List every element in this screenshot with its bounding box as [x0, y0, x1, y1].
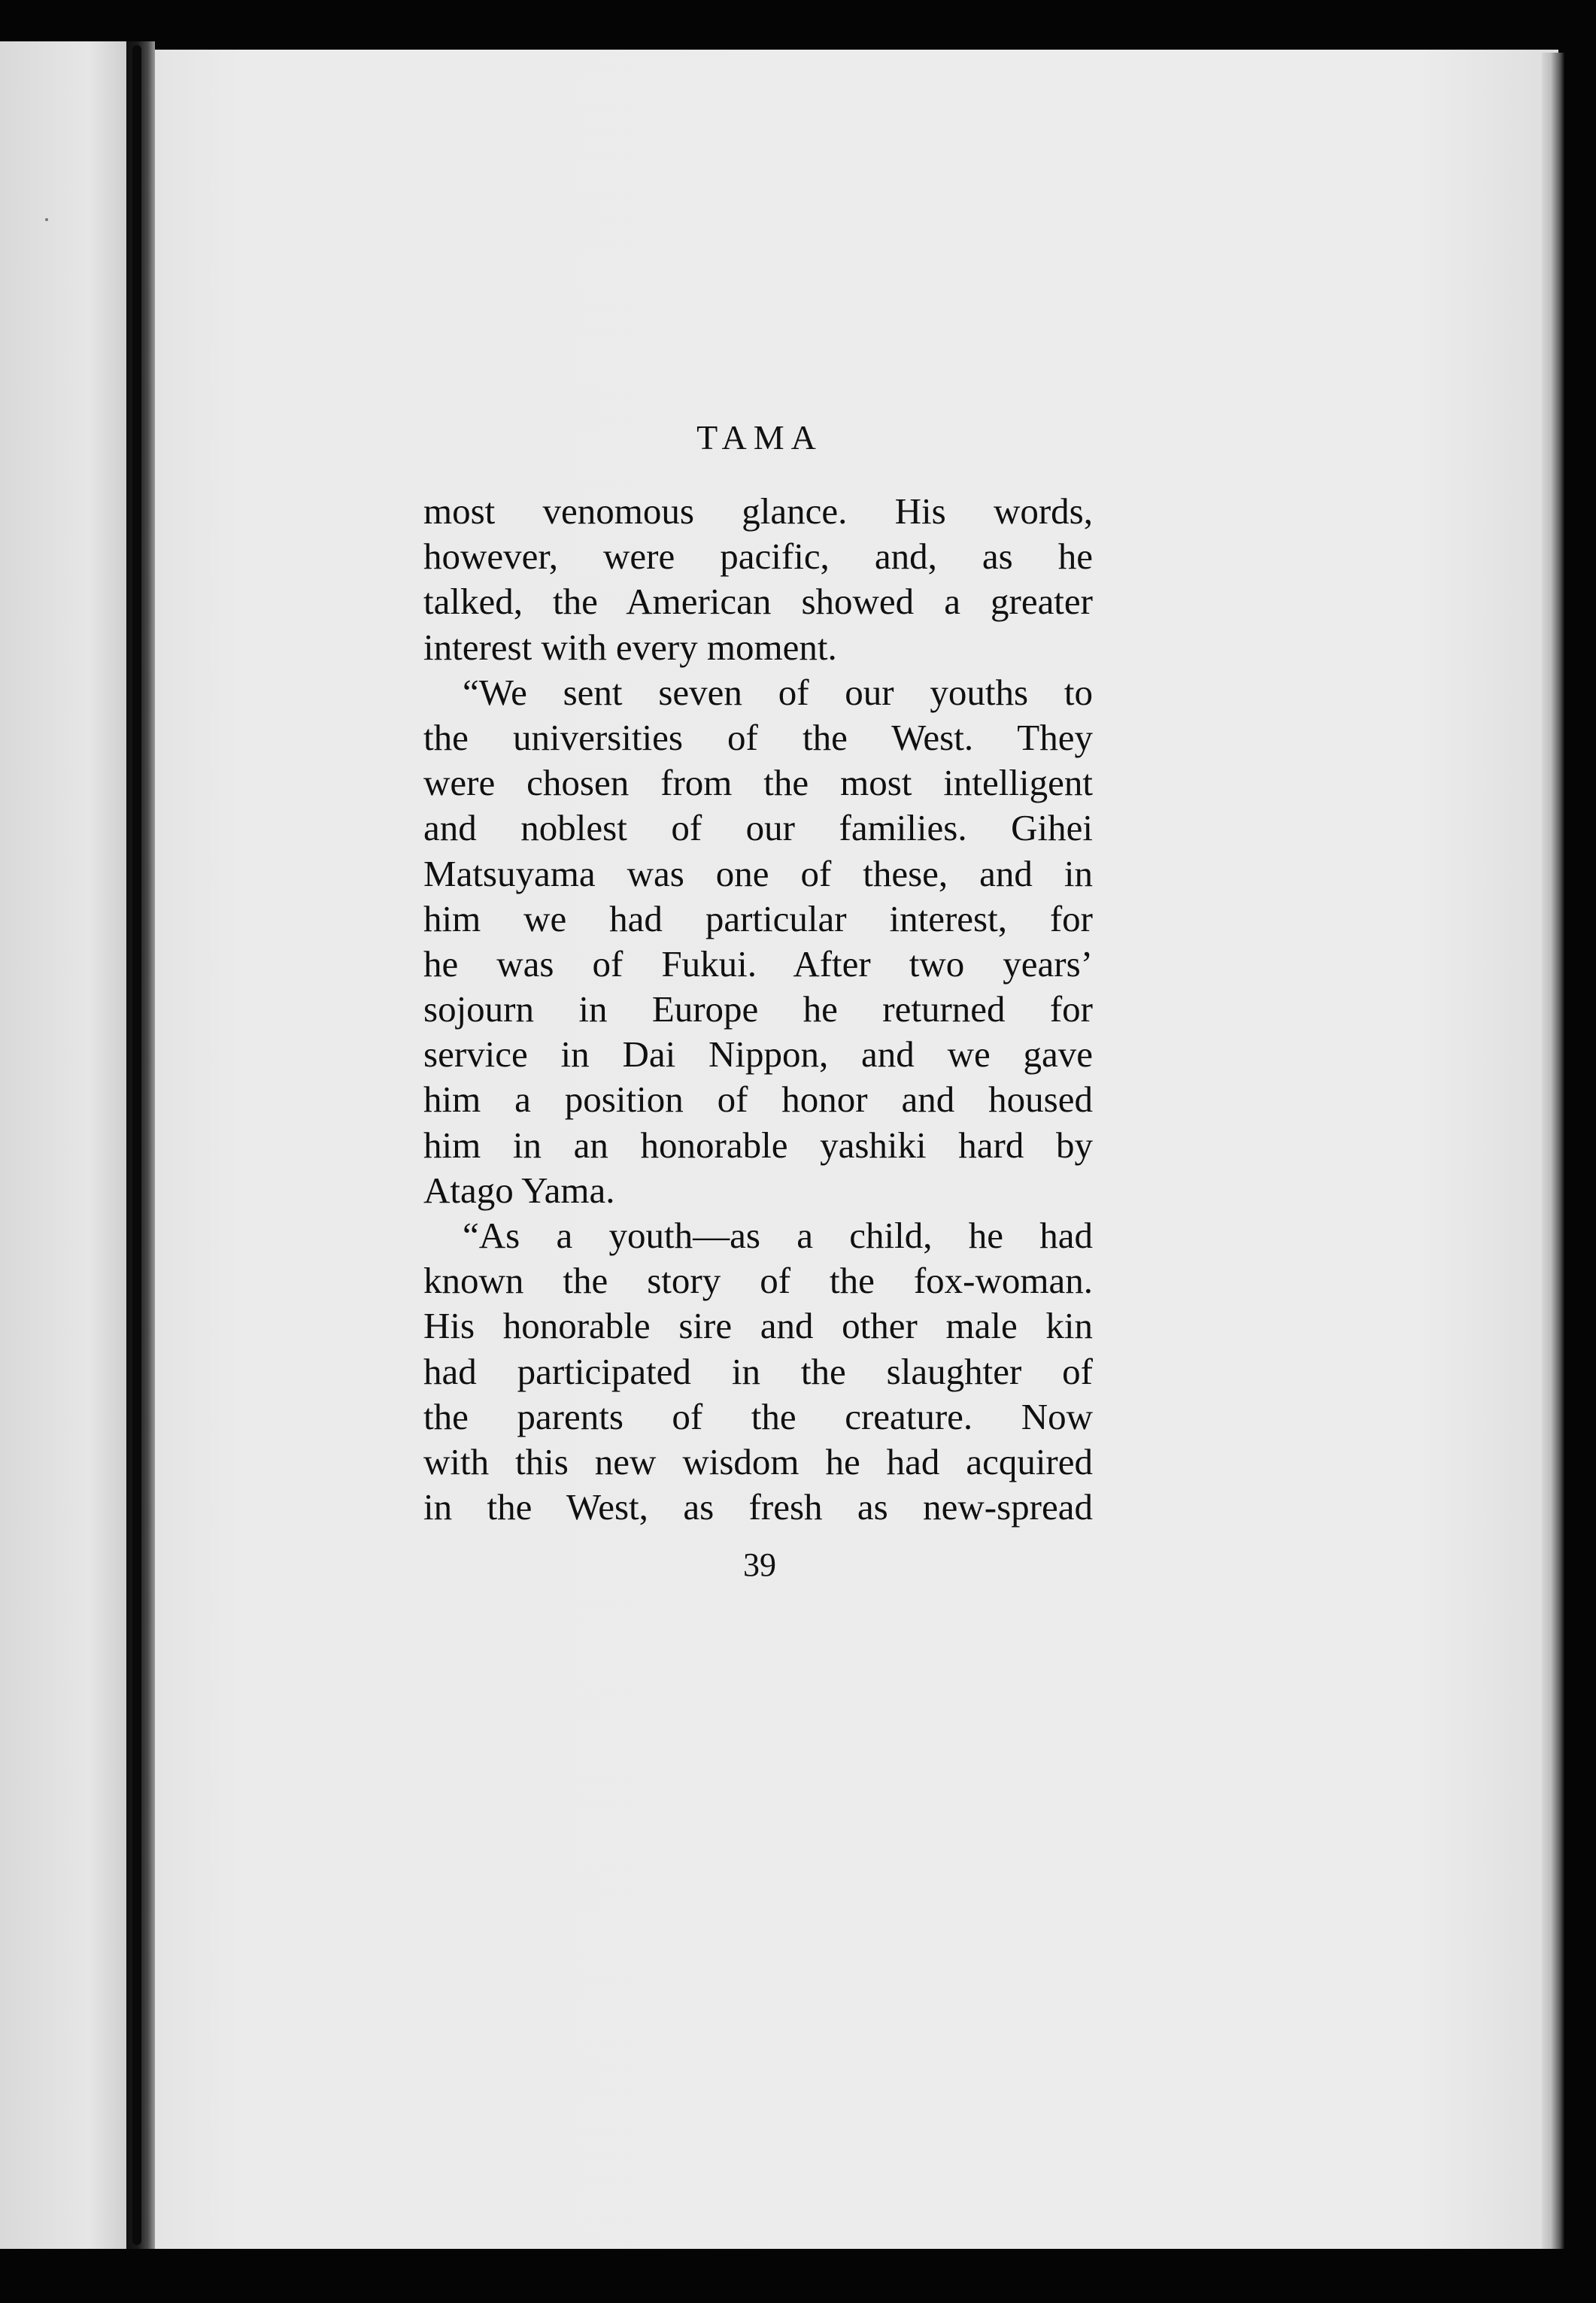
running-head: TAMA — [696, 418, 823, 457]
text-line: him we had particular interest, for — [423, 897, 1093, 939]
text-line: Atago Yama. — [423, 1169, 615, 1211]
text-line: had participated in the slaughter of — [423, 1350, 1093, 1392]
text-line: he was of Fukui. After two years’ — [423, 942, 1093, 985]
text-line: were chosen from the most intelligent — [423, 762, 1093, 804]
paragraph-start-line: “As a youth—as a child, he had — [463, 1215, 1093, 1256]
text-line: in the West, as fresh as new-spread — [423, 1486, 1093, 1528]
text-line: the parents of the creature. Now — [423, 1395, 1093, 1437]
text-line: service in Dai Nippon, and we gave — [423, 1033, 1093, 1076]
text-line: sojourn in Europe he returned for — [423, 988, 1093, 1030]
text-line: him a position of honor and housed — [423, 1079, 1093, 1121]
text-line: most venomous glance. His words, — [423, 490, 1093, 532]
text-line: and noblest of our families. Gihei — [423, 807, 1093, 849]
paragraph-start-line: “We sent seven of our youths to — [463, 671, 1093, 713]
page-number: 39 — [743, 1546, 776, 1583]
text-line: however, were pacific, and, as he — [423, 536, 1093, 578]
text-line: talked, the American showed a greater — [423, 581, 1093, 623]
page-right-edge — [1542, 53, 1564, 2249]
text-line: the universities of the West. They — [423, 716, 1093, 758]
text-line: Matsuyama was one of these, and in — [423, 852, 1093, 894]
spine-shadow — [132, 45, 141, 2245]
text-line: interest with every moment. — [423, 626, 837, 668]
text-line: His honorable sire and other male kin — [423, 1305, 1093, 1347]
body-text — [423, 489, 1093, 1530]
scan-speck — [45, 218, 48, 221]
text-line: with this new wisdom he had acquired — [423, 1440, 1093, 1482]
facing-page-edge — [0, 41, 126, 2249]
text-line: him in an honorable yashiki hard by — [423, 1124, 1093, 1166]
text-line: known the story of the fox-woman. — [423, 1260, 1093, 1302]
